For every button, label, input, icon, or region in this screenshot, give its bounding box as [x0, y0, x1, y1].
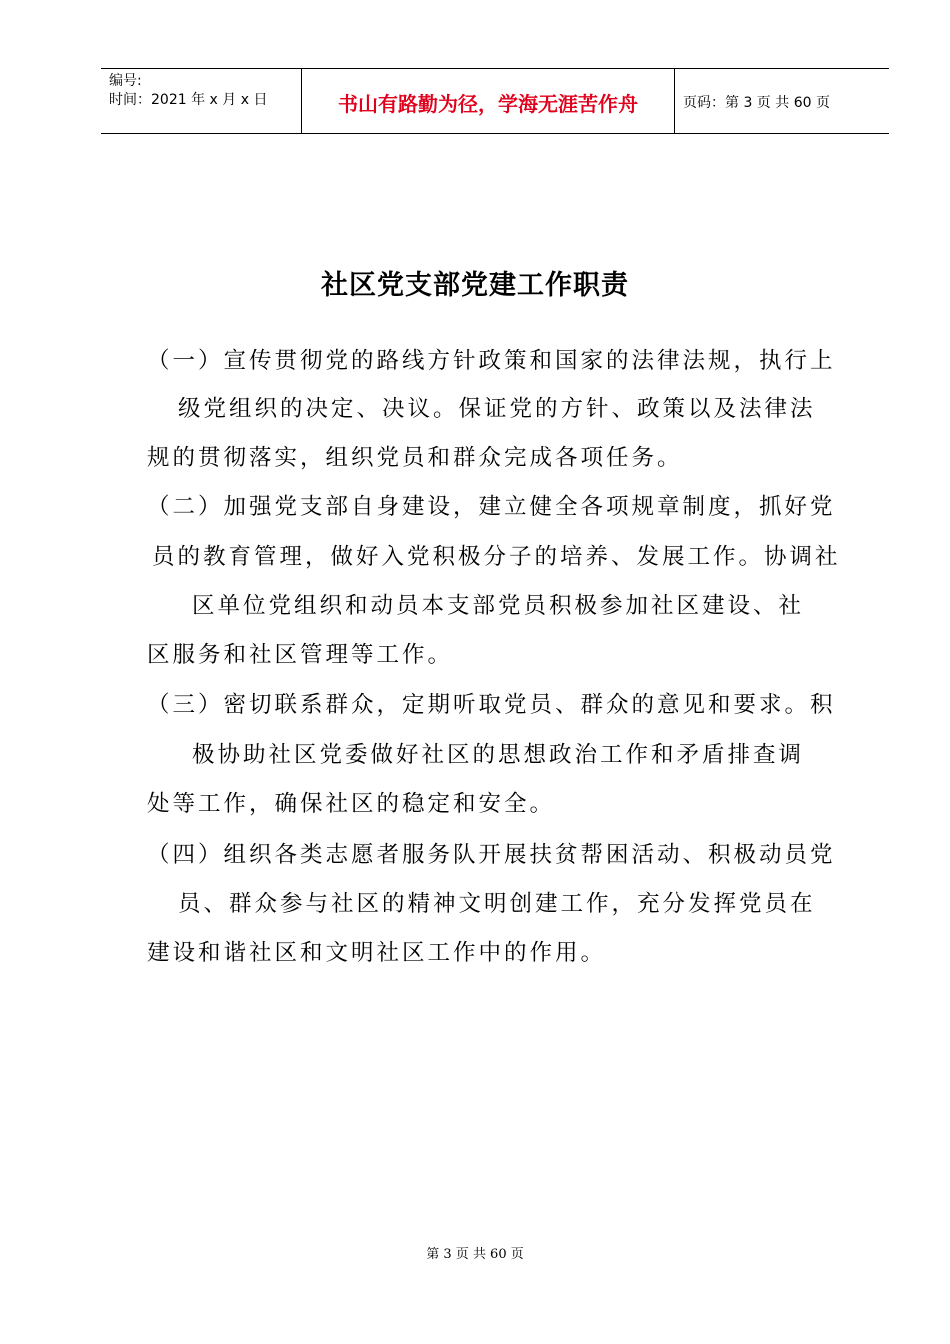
paragraph-2-line-4: 区服务和社区管理等工作。: [147, 642, 454, 668]
paragraph-1-line-3: 规的贯彻落实，组织党员和群众完成各项任务。: [147, 445, 683, 471]
document-time-label: 时间：2021 年 x 月 x 日: [109, 92, 268, 108]
paragraph-1-line-2: 级党组织的决定、决议。保证党的方针、政策以及法律法: [178, 396, 816, 422]
paragraph-3-line-3: 处等工作，确保社区的稳定和安全。: [147, 791, 556, 817]
page-header: [101, 68, 889, 134]
header-motto-cell: [301, 69, 675, 133]
paragraph-1-line-1: （一）宣传贯彻党的路线方针政策和国家的法律法规，执行上: [147, 348, 836, 374]
header-meta-cell: [101, 69, 301, 133]
header-page-info: 页码：第 3 页 共 60 页: [683, 95, 830, 111]
page-footer: 第 3 页 共 60 页: [426, 1247, 524, 1262]
paragraph-2-line-1: （二）加强党支部自身建设，建立健全各项规章制度，抓好党: [147, 494, 836, 520]
paragraph-4-line-1: （四）组织各类志愿者服务队开展扶贫帮困活动、积极动员党: [147, 842, 836, 868]
header-motto: 书山有路勤为径，学海无涯苦作舟: [338, 92, 638, 116]
document-number-label: 编号:: [109, 73, 142, 89]
paragraph-2-line-3: 区单位党组织和动员本支部党员积极参加社区建设、社: [192, 593, 805, 619]
paragraph-4-line-2: 员、群众参与社区的精神文明创建工作，充分发挥党员在: [178, 891, 816, 917]
paragraph-3-line-1: （三）密切联系群众，定期听取党员、群众的意见和要求。积: [147, 692, 836, 718]
header-page-cell: [675, 69, 889, 133]
document-title: 社区党支部党建工作职责: [321, 270, 629, 301]
paragraph-3-line-2: 极协助社区党委做好社区的思想政治工作和矛盾排查调: [192, 742, 805, 768]
paragraph-2-line-2: 员的教育管理，做好入党积极分子的培养、发展工作。协调社: [152, 544, 841, 570]
paragraph-4-line-3: 建设和谐社区和文明社区工作中的作用。: [147, 940, 607, 966]
